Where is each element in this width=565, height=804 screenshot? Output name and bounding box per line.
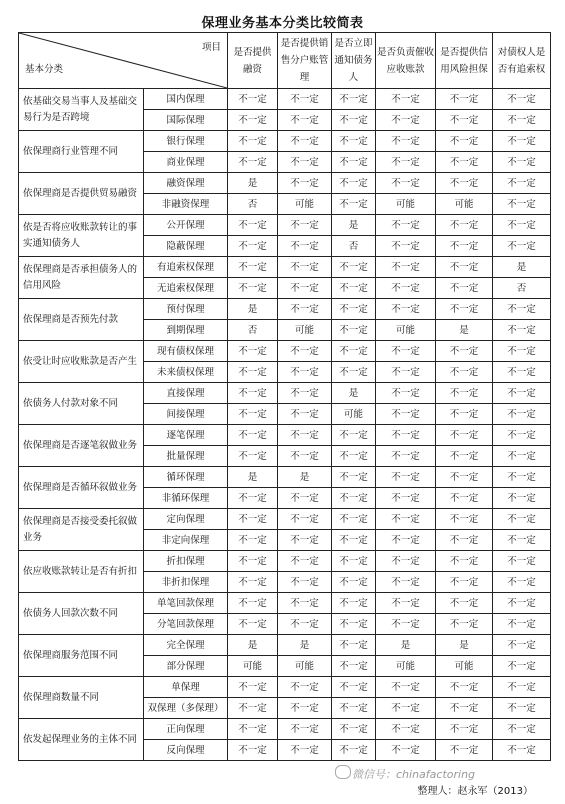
value-cell: 不一定 <box>376 278 436 299</box>
value-cell: 不一定 <box>278 173 332 194</box>
value-cell: 不一定 <box>493 152 551 173</box>
subtype-cell: 商业保理 <box>144 152 228 173</box>
value-cell: 不一定 <box>228 152 278 173</box>
value-cell: 不一定 <box>332 614 376 635</box>
category-cell: 依保理商是否承担债务人的信用风险 <box>19 257 144 299</box>
subtype-cell: 单笔回款保理 <box>144 593 228 614</box>
subtype-cell: 非融资保理 <box>144 194 228 215</box>
value-cell: 不一定 <box>228 257 278 278</box>
value-cell: 不一定 <box>332 593 376 614</box>
value-cell: 不一定 <box>493 446 551 467</box>
value-cell: 不一定 <box>278 614 332 635</box>
value-cell: 不一定 <box>278 152 332 173</box>
compiler-credit: 整理人：赵永军（2013） <box>417 786 533 797</box>
value-cell: 不一定 <box>436 740 493 761</box>
category-cell: 依应收账款转让是否有折扣 <box>19 551 144 593</box>
value-cell: 不一定 <box>436 677 493 698</box>
category-cell: 依保理商是否循环叙做业务 <box>19 467 144 509</box>
value-cell: 不一定 <box>278 677 332 698</box>
value-cell: 不一定 <box>278 509 332 530</box>
value-cell: 不一定 <box>493 635 551 656</box>
value-cell: 不一定 <box>376 341 436 362</box>
value-cell: 不一定 <box>436 278 493 299</box>
value-cell: 是 <box>436 320 493 341</box>
category-cell: 依保理商是否接受委托叙做业务 <box>19 509 144 551</box>
wechat-icon <box>335 765 351 779</box>
value-cell: 不一定 <box>436 173 493 194</box>
value-cell: 不一定 <box>493 488 551 509</box>
value-cell: 不一定 <box>376 677 436 698</box>
value-cell: 不一定 <box>228 719 278 740</box>
value-cell: 不一定 <box>493 194 551 215</box>
value-cell: 不一定 <box>228 698 278 719</box>
value-cell: 不一定 <box>376 488 436 509</box>
value-cell: 不一定 <box>332 110 376 131</box>
value-cell: 不一定 <box>493 89 551 110</box>
value-cell: 不一定 <box>332 698 376 719</box>
value-cell: 可能 <box>436 194 493 215</box>
value-cell: 不一定 <box>493 320 551 341</box>
value-cell: 不一定 <box>436 131 493 152</box>
value-cell: 不一定 <box>332 551 376 572</box>
value-cell: 是 <box>332 383 376 404</box>
value-cell: 是 <box>228 173 278 194</box>
value-cell: 不一定 <box>436 509 493 530</box>
value-cell: 不一定 <box>228 215 278 236</box>
value-cell: 不一定 <box>278 89 332 110</box>
value-cell: 不一定 <box>228 89 278 110</box>
value-cell: 不一定 <box>228 362 278 383</box>
value-cell: 不一定 <box>376 257 436 278</box>
value-cell: 不一定 <box>228 677 278 698</box>
subtype-cell: 循环保理 <box>144 467 228 488</box>
category-cell: 依债务人回款次数不同 <box>19 593 144 635</box>
table-row <box>19 341 551 362</box>
value-cell: 不一定 <box>332 446 376 467</box>
value-cell: 不一定 <box>376 551 436 572</box>
value-cell: 不一定 <box>278 110 332 131</box>
value-cell: 不一定 <box>228 425 278 446</box>
value-cell: 否 <box>332 236 376 257</box>
value-cell: 可能 <box>436 656 493 677</box>
value-cell: 不一定 <box>376 446 436 467</box>
value-cell: 不一定 <box>278 341 332 362</box>
value-cell: 不一定 <box>228 278 278 299</box>
category-cell: 依受让时应收账款是否产生 <box>19 341 144 383</box>
subtype-cell: 间接保理 <box>144 404 228 425</box>
column-header: 是否提供信用风险担保 <box>436 33 493 89</box>
value-cell: 不一定 <box>376 404 436 425</box>
value-cell: 不一定 <box>376 467 436 488</box>
value-cell: 不一定 <box>278 425 332 446</box>
value-cell: 不一定 <box>278 446 332 467</box>
value-cell: 不一定 <box>493 215 551 236</box>
value-cell: 不一定 <box>278 404 332 425</box>
value-cell: 不一定 <box>436 467 493 488</box>
value-cell: 不一定 <box>332 173 376 194</box>
value-cell: 不一定 <box>436 719 493 740</box>
value-cell: 不一定 <box>376 530 436 551</box>
table-row <box>19 215 551 236</box>
value-cell: 不一定 <box>436 614 493 635</box>
value-cell: 不一定 <box>436 404 493 425</box>
subtype-cell: 融资保理 <box>144 173 228 194</box>
table-body <box>19 89 551 761</box>
value-cell: 不一定 <box>332 656 376 677</box>
value-cell: 是 <box>332 215 376 236</box>
subtype-cell: 非折扣保理 <box>144 572 228 593</box>
value-cell: 不一定 <box>228 593 278 614</box>
value-cell: 不一定 <box>278 236 332 257</box>
category-cell: 依保理商是否预先付款 <box>19 299 144 341</box>
value-cell: 不一定 <box>493 110 551 131</box>
value-cell: 不一定 <box>493 572 551 593</box>
subtype-cell: 国际保理 <box>144 110 228 131</box>
category-cell: 依是否将应收账款转让的事实通知债务人 <box>19 215 144 257</box>
value-cell: 是 <box>278 467 332 488</box>
value-cell: 不一定 <box>436 341 493 362</box>
value-cell: 不一定 <box>332 740 376 761</box>
category-cell: 依保理商是否提供贸易融资 <box>19 173 144 215</box>
value-cell: 不一定 <box>493 299 551 320</box>
value-cell: 不一定 <box>376 509 436 530</box>
value-cell: 可能 <box>228 656 278 677</box>
value-cell: 不一定 <box>436 572 493 593</box>
table-row <box>19 425 551 446</box>
category-cell: 依保理商是否逐笔叙做业务 <box>19 425 144 467</box>
value-cell: 可能 <box>376 194 436 215</box>
subtype-cell: 银行保理 <box>144 131 228 152</box>
value-cell: 不一定 <box>493 740 551 761</box>
value-cell: 不一定 <box>332 278 376 299</box>
table-row <box>19 635 551 656</box>
subtype-cell: 定向保理 <box>144 509 228 530</box>
value-cell: 不一定 <box>436 446 493 467</box>
value-cell: 是 <box>493 257 551 278</box>
value-cell: 不一定 <box>376 740 436 761</box>
value-cell: 不一定 <box>436 236 493 257</box>
value-cell: 不一定 <box>228 614 278 635</box>
column-header: 是否提供销售分户账管理 <box>278 33 332 89</box>
value-cell: 不一定 <box>376 299 436 320</box>
value-cell: 不一定 <box>228 740 278 761</box>
item-header-label: 项目 <box>201 42 221 53</box>
value-cell: 不一定 <box>376 236 436 257</box>
value-cell: 不一定 <box>278 257 332 278</box>
value-cell: 不一定 <box>493 236 551 257</box>
value-cell: 不一定 <box>376 719 436 740</box>
value-cell: 不一定 <box>228 383 278 404</box>
subtype-cell: 部分保理 <box>144 656 228 677</box>
value-cell: 不一定 <box>493 341 551 362</box>
column-header: 对债权人是否有追索权 <box>493 33 551 89</box>
subtype-cell: 有追索权保理 <box>144 257 228 278</box>
value-cell: 不一定 <box>493 404 551 425</box>
value-cell: 不一定 <box>228 110 278 131</box>
value-cell: 不一定 <box>278 131 332 152</box>
value-cell: 不一定 <box>493 467 551 488</box>
value-cell: 不一定 <box>436 530 493 551</box>
value-cell: 不一定 <box>278 698 332 719</box>
value-cell: 不一定 <box>228 236 278 257</box>
value-cell: 不一定 <box>332 425 376 446</box>
basic-category-header-label: 基本分类 <box>25 64 64 75</box>
value-cell: 是 <box>278 635 332 656</box>
value-cell: 可能 <box>278 656 332 677</box>
table-row <box>19 383 551 404</box>
subtype-cell: 现有债权保理 <box>144 341 228 362</box>
subtype-cell: 国内保理 <box>144 89 228 110</box>
value-cell: 不一定 <box>332 362 376 383</box>
category-cell: 依发起保理业务的主体不同 <box>19 719 144 761</box>
value-cell: 不一定 <box>332 320 376 341</box>
value-cell: 不一定 <box>332 530 376 551</box>
value-cell: 不一定 <box>493 593 551 614</box>
value-cell: 不一定 <box>436 215 493 236</box>
value-cell: 不一定 <box>278 278 332 299</box>
category-cell: 依保理商服务范围不同 <box>19 635 144 677</box>
value-cell: 不一定 <box>493 383 551 404</box>
column-header: 是否立即通知债务人 <box>332 33 376 89</box>
value-cell: 不一定 <box>278 551 332 572</box>
value-cell: 不一定 <box>436 698 493 719</box>
value-cell: 不一定 <box>436 551 493 572</box>
subtype-cell: 单保理 <box>144 677 228 698</box>
value-cell: 不一定 <box>278 740 332 761</box>
value-cell: 不一定 <box>278 383 332 404</box>
category-cell: 依债务人付款对象不同 <box>19 383 144 425</box>
value-cell: 不一定 <box>493 362 551 383</box>
value-cell: 不一定 <box>493 677 551 698</box>
value-cell: 不一定 <box>332 509 376 530</box>
table-row <box>19 593 551 614</box>
subtype-cell: 非定向保理 <box>144 530 228 551</box>
table-row <box>19 89 551 110</box>
value-cell: 不一定 <box>436 425 493 446</box>
value-cell: 不一定 <box>228 551 278 572</box>
value-cell: 不一定 <box>376 593 436 614</box>
subtype-cell: 分笔回款保理 <box>144 614 228 635</box>
factoring-comparison-table <box>18 32 551 761</box>
value-cell: 不一定 <box>436 89 493 110</box>
value-cell: 不一定 <box>436 110 493 131</box>
subtype-cell: 预付保理 <box>144 299 228 320</box>
value-cell: 不一定 <box>436 299 493 320</box>
value-cell: 不一定 <box>493 509 551 530</box>
value-cell: 不一定 <box>493 131 551 152</box>
value-cell: 可能 <box>278 320 332 341</box>
value-cell: 不一定 <box>278 215 332 236</box>
value-cell: 不一定 <box>376 425 436 446</box>
table-row <box>19 131 551 152</box>
subtype-cell: 折扣保理 <box>144 551 228 572</box>
value-cell: 不一定 <box>493 698 551 719</box>
value-cell: 不一定 <box>493 551 551 572</box>
value-cell: 不一定 <box>332 635 376 656</box>
table-row <box>19 677 551 698</box>
value-cell: 不一定 <box>332 152 376 173</box>
value-cell: 不一定 <box>376 614 436 635</box>
value-cell: 不一定 <box>376 383 436 404</box>
value-cell: 不一定 <box>228 572 278 593</box>
subtype-cell: 逐笔保理 <box>144 425 228 446</box>
subtype-cell: 反向保理 <box>144 740 228 761</box>
subtype-cell: 隐蔽保理 <box>144 236 228 257</box>
value-cell: 不一定 <box>332 488 376 509</box>
value-cell: 不一定 <box>493 173 551 194</box>
value-cell: 不一定 <box>436 593 493 614</box>
value-cell: 不一定 <box>332 194 376 215</box>
value-cell: 不一定 <box>493 656 551 677</box>
value-cell: 不一定 <box>228 404 278 425</box>
value-cell: 不一定 <box>332 719 376 740</box>
value-cell: 是 <box>376 635 436 656</box>
table-title: 保理业务基本分类比较简表 <box>201 16 364 31</box>
table-row <box>19 467 551 488</box>
value-cell: 不一定 <box>436 383 493 404</box>
value-cell: 不一定 <box>376 152 436 173</box>
value-cell: 不一定 <box>436 362 493 383</box>
subtype-cell: 正向保理 <box>144 719 228 740</box>
value-cell: 不一定 <box>278 299 332 320</box>
subtype-cell: 双保理（多保理） <box>144 698 228 719</box>
subtype-cell: 到期保理 <box>144 320 228 341</box>
value-cell: 不一定 <box>332 467 376 488</box>
table-row <box>19 173 551 194</box>
value-cell: 否 <box>228 320 278 341</box>
subtype-cell: 非循环保理 <box>144 488 228 509</box>
value-cell: 不一定 <box>228 446 278 467</box>
value-cell: 不一定 <box>376 131 436 152</box>
value-cell: 不一定 <box>332 299 376 320</box>
value-cell: 不一定 <box>332 572 376 593</box>
table-row <box>19 299 551 320</box>
value-cell: 可能 <box>376 656 436 677</box>
value-cell: 不一定 <box>228 509 278 530</box>
column-header: 是否负责催收应收账款 <box>376 33 436 89</box>
value-cell: 可能 <box>278 194 332 215</box>
value-cell: 不一定 <box>376 89 436 110</box>
value-cell: 不一定 <box>376 362 436 383</box>
value-cell: 不一定 <box>493 719 551 740</box>
category-cell: 依保理商行业管理不同 <box>19 131 144 173</box>
value-cell: 不一定 <box>228 488 278 509</box>
table-row <box>19 257 551 278</box>
value-cell: 不一定 <box>376 110 436 131</box>
value-cell: 不一定 <box>278 572 332 593</box>
value-cell: 不一定 <box>493 530 551 551</box>
value-cell: 不一定 <box>278 593 332 614</box>
value-cell: 不一定 <box>376 215 436 236</box>
header-row <box>19 33 551 89</box>
value-cell: 不一定 <box>332 677 376 698</box>
value-cell: 不一定 <box>376 572 436 593</box>
value-cell: 不一定 <box>493 425 551 446</box>
value-cell: 不一定 <box>332 341 376 362</box>
subtype-cell: 公开保理 <box>144 215 228 236</box>
subtype-cell: 无追索权保理 <box>144 278 228 299</box>
column-header: 是否提供融资 <box>228 33 278 89</box>
value-cell: 否 <box>228 194 278 215</box>
value-cell: 不一定 <box>436 488 493 509</box>
table-row <box>19 551 551 572</box>
value-cell: 不一定 <box>278 362 332 383</box>
value-cell: 不一定 <box>376 173 436 194</box>
value-cell: 是 <box>228 635 278 656</box>
value-cell: 不一定 <box>332 89 376 110</box>
subtype-cell: 批量保理 <box>144 446 228 467</box>
value-cell: 可能 <box>376 320 436 341</box>
value-cell: 不一定 <box>376 698 436 719</box>
table-row <box>19 719 551 740</box>
category-cell: 依保理商数量不同 <box>19 677 144 719</box>
subtype-cell: 未来债权保理 <box>144 362 228 383</box>
value-cell: 是 <box>436 635 493 656</box>
value-cell: 不一定 <box>278 719 332 740</box>
value-cell: 可能 <box>332 404 376 425</box>
value-cell: 否 <box>493 278 551 299</box>
value-cell: 不一定 <box>332 131 376 152</box>
diagonal-header-cell <box>19 33 228 89</box>
table-row <box>19 509 551 530</box>
value-cell: 不一定 <box>436 257 493 278</box>
value-cell: 不一定 <box>228 530 278 551</box>
subtype-cell: 直接保理 <box>144 383 228 404</box>
watermark-text: 微信号：chinafactoring <box>352 768 476 781</box>
value-cell: 不一定 <box>278 488 332 509</box>
value-cell: 不一定 <box>228 131 278 152</box>
value-cell: 不一定 <box>278 530 332 551</box>
value-cell: 不一定 <box>332 257 376 278</box>
subtype-cell: 完全保理 <box>144 635 228 656</box>
value-cell: 不一定 <box>228 341 278 362</box>
value-cell: 不一定 <box>493 614 551 635</box>
category-cell: 依基础交易当事人及基础交易行为是否跨境 <box>19 89 144 131</box>
value-cell: 不一定 <box>436 152 493 173</box>
value-cell: 是 <box>228 467 278 488</box>
value-cell: 是 <box>228 299 278 320</box>
